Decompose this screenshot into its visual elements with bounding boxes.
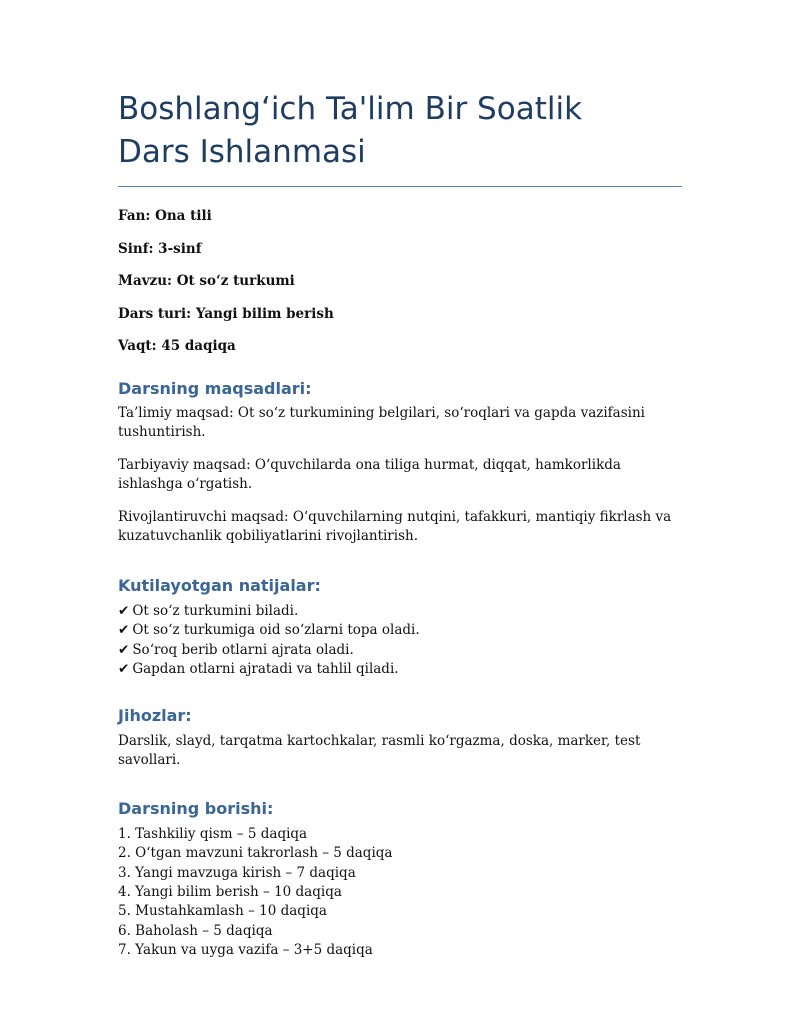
outcomes-heading: Kutilayotgan natijalar: (118, 576, 321, 595)
lesson-step: 2. O‘tgan mavzuni takrorlash – 5 daqiqa (118, 845, 393, 862)
document-title: Boshlang‘ich Ta'lim Bir Soatlik Dars Ishlanmasi (118, 91, 583, 170)
meta-subject: Fan: Ona tili (118, 208, 212, 224)
outcome-text: Ot so‘z turkumiga oid so‘zlarni topa oladi. (132, 622, 420, 639)
check-mark-icon: ✔ (118, 603, 130, 619)
meta-topic: Mavzu: Ot so‘z turkumi (118, 273, 295, 289)
goals-heading: Darsning maqsadlari: (118, 379, 312, 398)
lesson-step: 5. Mustahkamlash – 10 daqiqa (118, 903, 327, 920)
outcome-text: Ot so‘z turkumini biladi. (132, 603, 299, 619)
outcomes-section (118, 575, 682, 679)
check-mark-icon: ✔ (118, 622, 130, 639)
lesson-step: 3. Yangi mavzuga kirish – 7 daqiqa (118, 864, 356, 881)
equipment-heading: Jihozlar: (118, 706, 192, 726)
meta-lesson-type: Dars turi: Yangi bilim berish (118, 305, 334, 322)
goal-educational: Ta’limiy maqsad: Ot so‘z turkumining belgilari, so‘roqlari va gapda vazifasini tushuntirish. (118, 405, 645, 440)
title-divider (118, 186, 682, 187)
equipment-section (118, 705, 682, 770)
lesson-flow-heading: Darsning borishi: (118, 799, 274, 819)
outcome-text: Gapdan otlarni ajratadi va tahlil qiladi. (132, 660, 399, 677)
lesson-step: 7. Yakun va uyga vazifa – 3+5 daqiqa (118, 941, 373, 958)
meta-duration: Vaqt: 45 daqiqa (118, 338, 236, 354)
lesson-meta (118, 207, 682, 355)
lesson-flow-section (118, 798, 682, 960)
meta-grade: Sinf: 3-sinf (118, 240, 202, 257)
outcome-item (118, 621, 682, 640)
outcome-item (118, 641, 682, 660)
check-mark-icon: ✔ (118, 641, 130, 658)
outcome-item (118, 660, 682, 679)
lesson-step: 1. Tashkiliy qism – 5 daqiqa (118, 826, 308, 843)
goals-section (118, 378, 682, 546)
equipment-text: Darslik, slayd, tarqatma kartochkalar, rasmli ko‘rgazma, doska, marker, test savollari. (118, 733, 641, 769)
lesson-step: 4. Yangi bilim berish – 10 daqiqa (118, 884, 342, 901)
check-mark-icon: ✔ (118, 660, 130, 677)
outcome-text: So‘roq berib otlarni ajrata oladi. (132, 641, 354, 658)
goal-upbringing: Tarbiyaviy maqsad: O‘quvchilarda ona tiliga hurmat, diqqat, hamkorlikda ishlashga o‘rgatish. (118, 457, 621, 492)
lesson-step: 6. Baholash – 5 daqiqa (118, 922, 273, 939)
goal-developmental: Rivojlantiruvchi maqsad: O‘quvchilarning nutqini, tafakkuri, mantiqiy fikrlash va kuzatuvchanlik qobiliyatlarini rivojlantirish. (118, 509, 672, 544)
outcome-item (118, 602, 682, 621)
